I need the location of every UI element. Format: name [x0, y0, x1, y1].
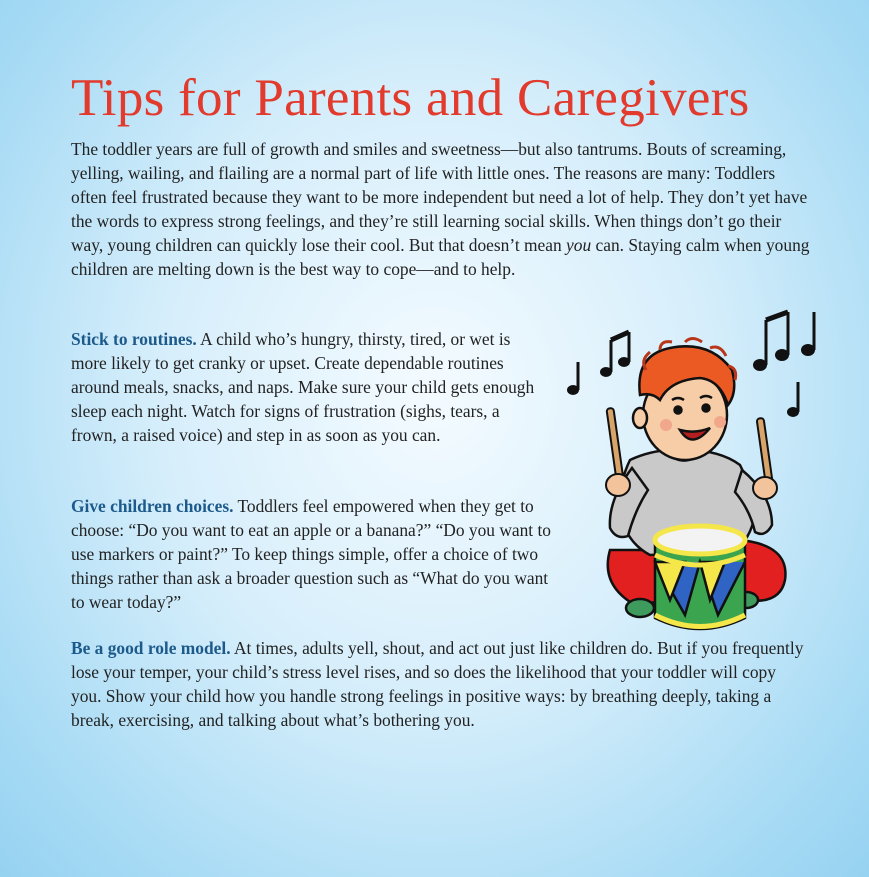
tip-role-model-body: At times, adults yell, shout, and act out just like children do. But if you frequently lose your temper, your child’s stress level rises, and so does the likelihood that your toddler will copy you. Show your child how you handle strong feelings in positive ways: by breathing deeply, taking a break, exercising, and talking about what’s bothering you.: [71, 638, 804, 730]
tip-choices-body: Toddlers feel empowered when they get to choose: “Do you want to eat an apple or a banana?” “Do you want to use markers or paint?” To keep things simple, offer a choice of two things rather than ask a broader question such as “What do you want to wear today?”: [71, 496, 552, 612]
drum-icon: [655, 526, 745, 629]
tip-role-model: [71, 636, 806, 732]
tip-choices-heading: Give children choices.: [71, 496, 234, 516]
intro-text-1: The toddler years are full of growth and smiles and sweetness—but also tantrums. Bouts of screaming, yelling, wailing, and flailing are a normal part of life with little ones. The reasons are many: Toddlers often feel frustrated because they want to be more independent but need a lot of help. They don’t yet have the words to express strong feelings, and they’re still learning social skills. When things don’t go their way, young children can quickly lose their cool. But that doesn’t mean: [71, 139, 808, 255]
page-title: Tips for Parents and Caregivers: [71, 69, 750, 127]
tip-routines-body: A child who’s hungry, thirsty, tired, or wet is more likely to get cranky or upset. Create dependable routines around meals, snacks, and naps. Make sure your child gets enough sleep each night. Watch for signs of frustration (sighs, tears, a frown, a raised voice) and step in as soon as you can.: [71, 329, 535, 445]
toddler-head: [633, 339, 736, 461]
intro-text-2: can. Staying calm when young children are melting down is the best way to cope—and to help.: [71, 235, 810, 279]
tip-role-model-heading: Be a good role model.: [71, 638, 231, 658]
tip-routines: [71, 327, 546, 447]
tip-routines-heading: Stick to routines.: [71, 329, 197, 349]
toddler-drumming-illustration: [560, 300, 830, 645]
intro-paragraph: [71, 137, 811, 281]
tip-choices: [71, 494, 551, 614]
intro-emphasis: you: [566, 235, 592, 255]
